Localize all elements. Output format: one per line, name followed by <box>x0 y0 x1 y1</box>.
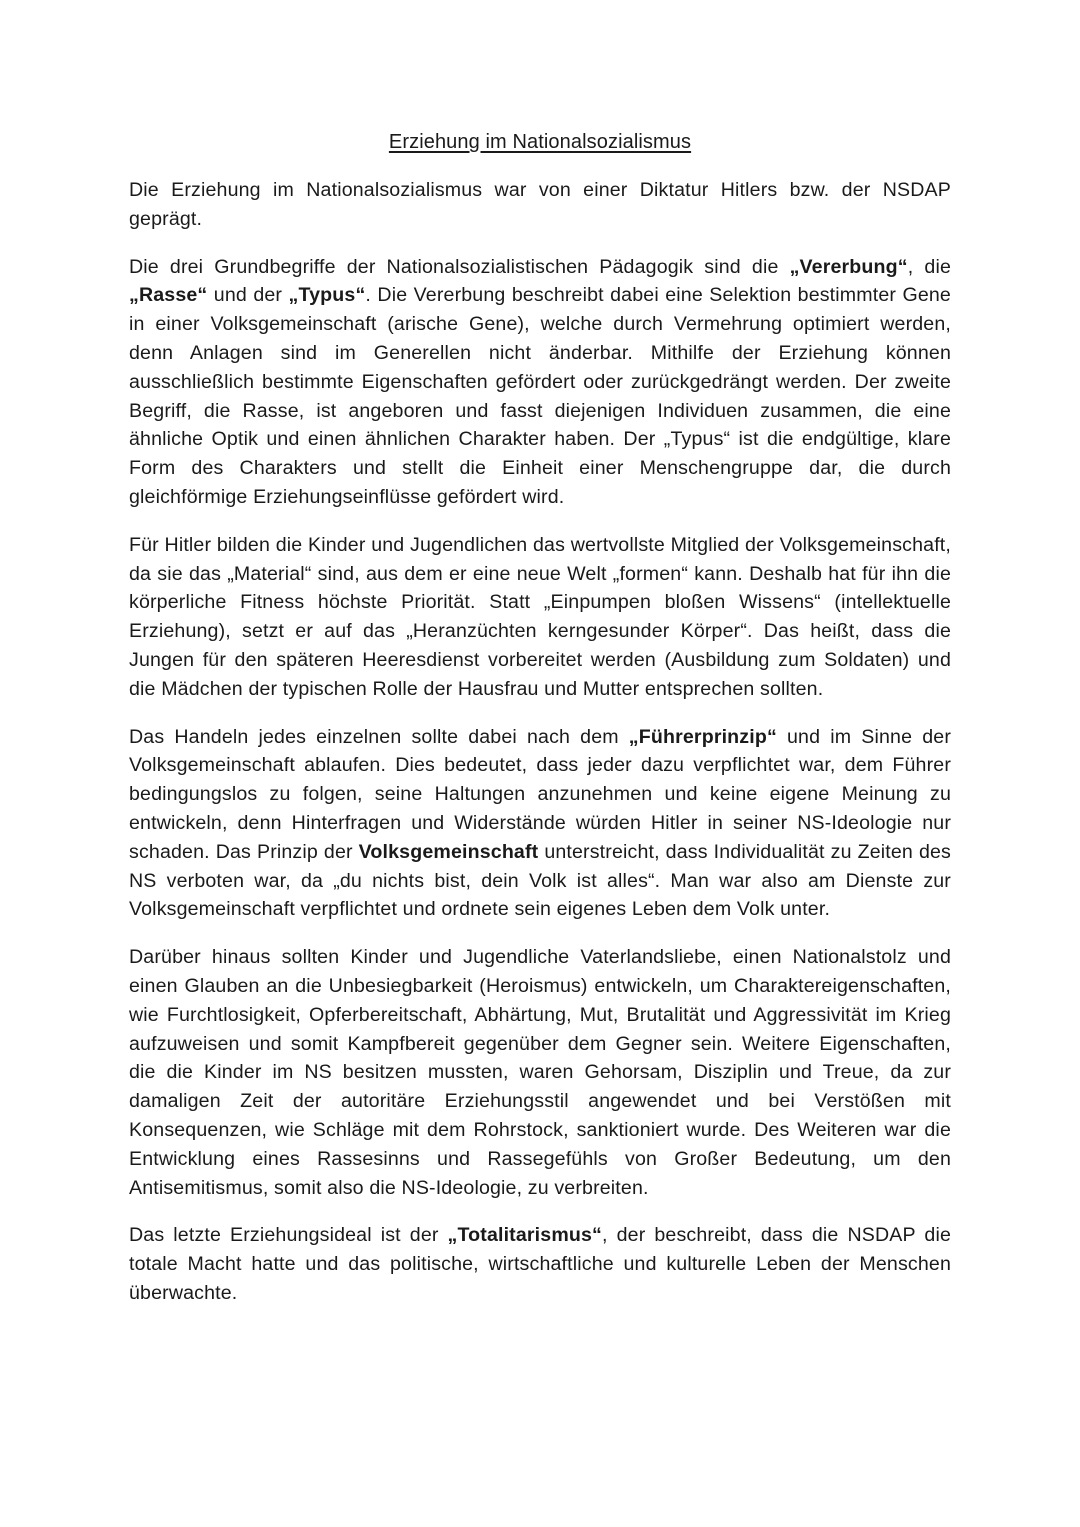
bold-term: „Typus“ <box>288 284 366 307</box>
paragraph-1 <box>129 176 951 234</box>
bold-term: „Vererbung“ <box>789 255 908 278</box>
bold-term: „Rasse“ <box>129 284 208 307</box>
paragraph-5 <box>129 943 951 1202</box>
document-title: Erziehung im Nationalsozialismus <box>388 131 692 153</box>
text-segment: und der <box>207 284 289 307</box>
bold-term: Volksgemeinschaft <box>358 840 539 863</box>
bold-term: „Führerprinzip“ <box>628 725 777 748</box>
document-body <box>129 128 951 1327</box>
paragraph-2 <box>129 253 951 512</box>
text-segment: , der beschreibt, dass die NSDAP die totale Macht hatte und das politische, wirtschaftliche und kulturelle Leben der Menschen überwachte. <box>129 1224 951 1304</box>
paragraph-4 <box>129 723 951 925</box>
text-segment: Das Handeln jedes einzelnen sollte dabei nach dem <box>129 725 629 748</box>
text-segment: unterstreicht, dass Individualität zu Zeiten des NS verboten war, da „du nichts bist, dein Volk ist alles“. Man war also am Dienste zur Volksgemeinschaft verpflichtet und ordnete sein eigenes Leben dem Volk unter. <box>129 840 951 921</box>
paragraph-6 <box>129 1221 951 1307</box>
paragraph-list <box>129 176 951 1308</box>
text-segment: , die <box>907 255 951 278</box>
text-segment: und im Sinne der Volksgemeinschaft ablaufen. Dies bedeutet, dass jeder dazu verpflichtet war, dem Führer bedingungslos zu folgen, seine Haltungen anzunehmen und keine eigene Meinung zu entwickeln, denn Hinterfragen und Widerstände würden Hitler in seiner NS-Ideologie nur schaden. Das Prinzip der <box>129 725 951 863</box>
text-segment: Die Erziehung im Nationalsozialismus war von einer Diktatur Hitlers bzw. der NSDAP geprägt. <box>129 179 951 230</box>
text-segment: Das letzte Erziehungsideal ist der <box>129 1224 448 1247</box>
text-segment: Die drei Grundbegriffe der Nationalsozialistischen Pädagogik sind die <box>129 255 790 278</box>
text-segment: Für Hitler bilden die Kinder und Jugendlichen das wertvollste Mitglied der Volksgemeinschaft, da sie das „Material“ sind, aus dem er eine neue Welt „formen“ kann. Deshalb hat für ihn die körperliche Fitness höchste Priorität. Statt „Einpumpen bloßen Wissens“ (intellektuelle Erziehung), setzt er auf das „Heranzüchten kerngesunder Körper“. Das heißt, dass die Jungen für den späteren Heeresdienst vorbereitet werden (Ausbildung zum Soldaten) und die Mädchen der typischen Rolle der Hausfrau und Mutter entsprechen sollten. <box>129 533 951 700</box>
text-segment: Darüber hinaus sollten Kinder und Jugendliche Vaterlandsliebe, einen Nationalstolz und einen Glauben an die Unbesiegbarkeit (Heroismus) entwickeln, um Charaktereigenschaften, wie Furchtlosigkeit, Opferbereitschaft, Abhärtung, Mut, Brutalität und Aggressivität im Krieg aufzuweisen und somit Kampfbereit gegenüber dem Gegner sein. Weitere Eigenschaften, die die Kinder im NS besitzen mussten, waren Gehorsam, Disziplin und Treue, da zur damaligen Zeit der autoritäre Erziehungsstil angewendet und bei Verstößen mit Konsequenzen, wie Schläge mit dem Rohrstock, sanktioniert wurde. Des Weiteren war die Entwicklung eines Rassesinns und Rassegefühls von Großer Bedeutung, um den Antisemitismus, somit also die NS-Ideologie, zu verbreiten. <box>129 946 951 1199</box>
paragraph-3 <box>129 531 951 704</box>
bold-term: „Totalitarismus“ <box>447 1224 603 1247</box>
text-segment: . Die Vererbung beschreibt dabei eine Selektion bestimmter Gene in einer Volksgemeinschaft (arische Gene), welche durch Vermehrung optimiert werden, denn Anlagen sind im Generellen nicht änderbar. Mithilfe der Erziehung können ausschließlich bestimmte Eigenschaften gefördert oder zurückgedrängt werden. Der zweite Begriff, die Rasse, ist angeboren und fasst diejenigen Individuen zusammen, die eine ähnliche Optik und einen ähnlichen Charakter haben. Der „Typus“ ist die endgültige, klare Form des Charakters und stellt die Einheit einer Menschengruppe dar, die durch gleichförmige Erziehungseinflüsse gefördert wird. <box>129 284 951 508</box>
